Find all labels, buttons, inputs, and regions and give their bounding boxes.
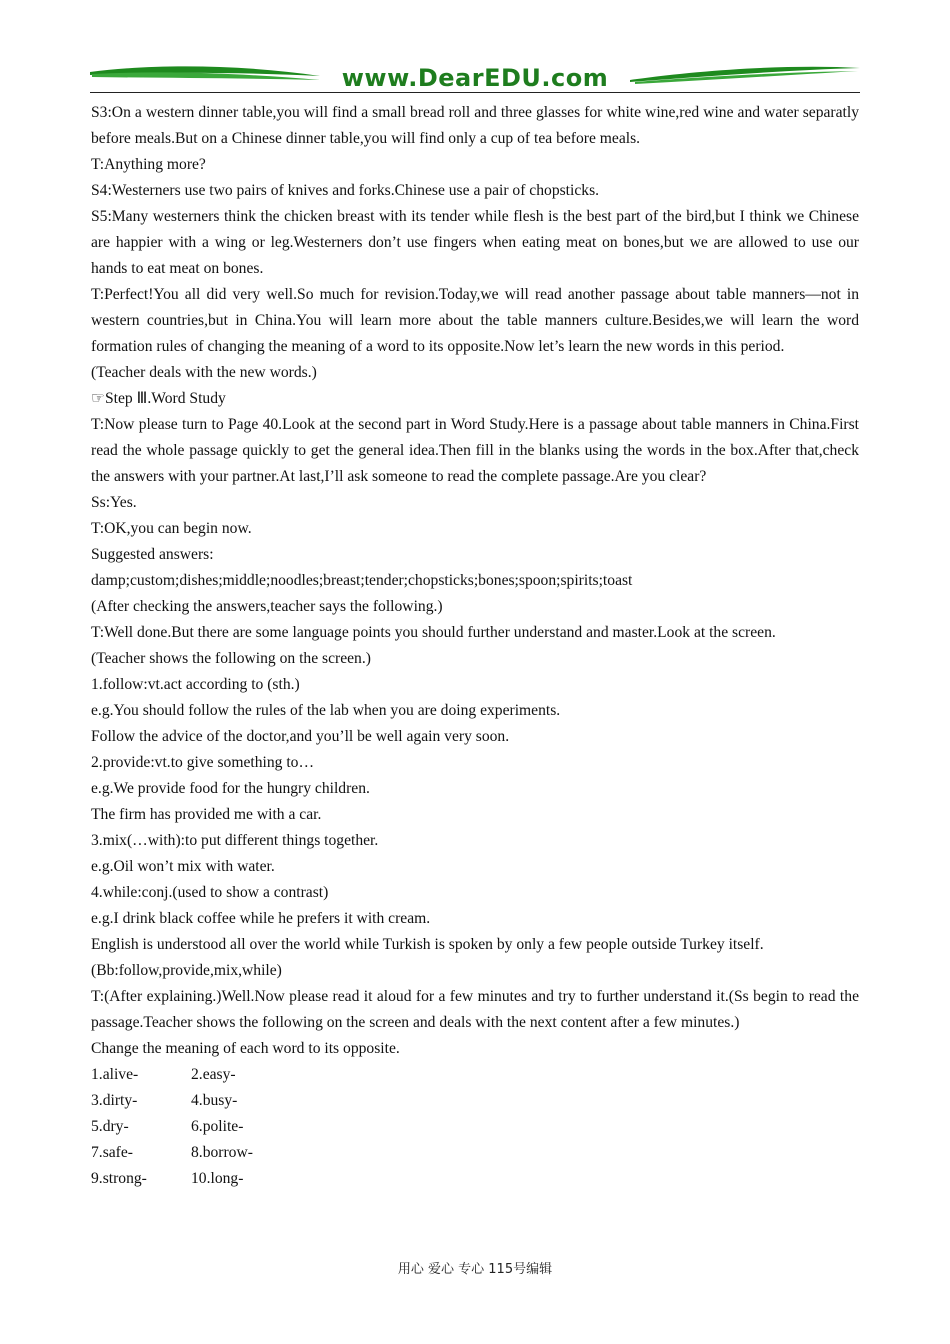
word-item: 1.alive- — [91, 1066, 139, 1083]
word-item: 2.easy- — [191, 1066, 236, 1083]
paragraph: S4:Westerners use two pairs of knives and forks.Chinese use a pair of chopsticks. — [91, 182, 600, 199]
language-point: 3.mix(…with):to put different things together. — [91, 832, 379, 849]
word-pair-row — [91, 1062, 859, 1088]
example-sentence: The firm has provided me with a car. — [91, 806, 322, 823]
example-sentence: Follow the advice of the doctor,and you’ll be well again very soon. — [91, 728, 510, 745]
word-item: 9.strong- — [91, 1170, 147, 1187]
word-item: 7.safe- — [91, 1144, 133, 1161]
paragraph: T:(After explaining.)Well.Now please read it aloud for a few minutes and try to further understand it.(Ss begin to read the passage.Teacher shows the following on the screen and deals with the next content after a few minutes.) — [91, 988, 859, 1031]
language-point: 4.while:conj.(used to show a contrast) — [91, 884, 329, 901]
word-item: 3.dirty- — [91, 1092, 138, 1109]
paragraph: (Teacher deals with the new words.) — [91, 364, 317, 381]
example-sentence: English is understood all over the world while Turkish is spoken by only a few people outside Turkey itself. — [91, 936, 764, 953]
word-item: 5.dry- — [91, 1118, 129, 1135]
word-item: 4.busy- — [191, 1092, 238, 1109]
paragraph: T:Perfect!You all did very well.So much for revision.Today,we will read another passage about table manners—not in western countries,but in China.You will learn more about the table manners culture.Besides,we will learn the word formation rules of changing the meaning of a word to its opposite.Now let’s learn the new words in this period. — [91, 286, 859, 355]
example-sentence: e.g.I drink black coffee while he prefers it with cream. — [91, 910, 431, 927]
blackboard-note: (Bb:follow,provide,mix,while) — [91, 962, 282, 979]
paragraph: (Teacher shows the following on the screen.) — [91, 650, 371, 667]
header-divider — [90, 92, 860, 93]
word-pair-row — [91, 1166, 859, 1192]
paragraph: T:Anything more? — [91, 156, 206, 173]
language-point: 1.follow:vt.act according to (sth.) — [91, 676, 300, 693]
word-pair-row — [91, 1140, 859, 1166]
word-item: 8.borrow- — [191, 1144, 253, 1161]
paragraph: Suggested answers: — [91, 546, 214, 563]
step-heading: ☞Step Ⅲ.Word Study — [91, 390, 226, 407]
word-item: 10.long- — [191, 1170, 244, 1187]
paragraph: T:Now please turn to Page 40.Look at the second part in Word Study.Here is a passage about table manners in China.First read the whole passage quickly to get the general idea.Then fill in the blanks using the words in the box.After that,check the answers with your partner.At last,I’ll ask someone to read the complete passage.Are you clear? — [91, 416, 859, 485]
example-sentence: e.g.We provide food for the hungry children. — [91, 780, 370, 797]
example-sentence: e.g.You should follow the rules of the lab when you are doing experiments. — [91, 702, 561, 719]
paragraph: Ss:Yes. — [91, 494, 137, 511]
word-item: 6.polite- — [191, 1118, 244, 1135]
answer-list: damp;custom;dishes;middle;noodles;breast;tender;chopsticks;bones;spoon;spirits;toast — [91, 572, 633, 589]
paragraph: S5:Many westerners think the chicken breast with its tender while flesh is the best part of the bird,but I think we Chinese are happier with a wing or leg.Westerners don’t use fingers when eating meat on bones,but we are allowed to use our hands to eat meat on bones. — [91, 208, 859, 277]
paragraph: T:OK,you can begin now. — [91, 520, 252, 537]
word-pair-row — [91, 1088, 859, 1114]
example-sentence: e.g.Oil won’t mix with water. — [91, 858, 275, 875]
paragraph: T:Well done.But there are some language points you should further understand and master.Look at the screen. — [91, 624, 776, 641]
paragraph: S3:On a western dinner table,you will find a small bread roll and three glasses for white wine,red wine and water separatly before meals.But on a Chinese dinner table,you will find only a cup of tea before meals. — [91, 104, 859, 147]
word-pair-row — [91, 1114, 859, 1140]
exercise-instruction: Change the meaning of each word to its opposite. — [91, 1040, 400, 1057]
lesson-content — [91, 100, 859, 1192]
site-header-banner — [90, 62, 860, 94]
paragraph: (After checking the answers,teacher says the following.) — [91, 598, 443, 615]
page-footer: 用心 爱心 专心 115号编辑 — [397, 1262, 553, 1277]
language-point: 2.provide:vt.to give something to… — [91, 754, 315, 771]
site-logo-text: www.DearEDU.com — [341, 64, 609, 92]
